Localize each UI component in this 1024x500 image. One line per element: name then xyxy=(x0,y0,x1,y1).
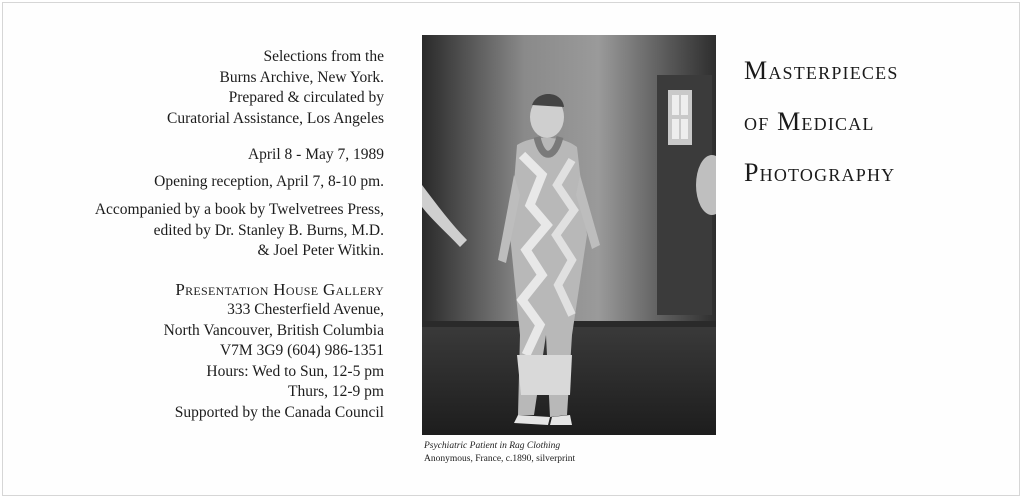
dates-block xyxy=(4,145,384,166)
gallery-name: Presentation House Gallery xyxy=(175,279,384,299)
exhibition-dates: April 8 - May 7, 1989 xyxy=(247,146,384,163)
support-line: Supported by the Canada Council xyxy=(174,403,384,421)
photograph-illustration xyxy=(422,35,716,435)
photo-caption xyxy=(424,440,575,466)
intro-block xyxy=(4,47,384,129)
exhibition-card xyxy=(2,2,1020,496)
title-line: Photography xyxy=(744,158,896,187)
intro-line: Prepared & circulated by xyxy=(228,89,384,106)
intro-line: Burns Archive, New York. xyxy=(219,68,384,86)
address-line: 333 Chesterfield Avenue, xyxy=(227,301,384,318)
intro-line: Selections from the xyxy=(263,48,384,65)
gallery-block xyxy=(4,280,384,424)
opening-reception: Opening reception, April 7, 8-10 pm. xyxy=(154,172,384,190)
address-line: V7M 3G9 (604) 986-1351 xyxy=(219,342,384,359)
book-line: & Joel Peter Witkin. xyxy=(257,242,384,259)
intro-line: Curatorial Assistance, Los Angeles xyxy=(167,109,384,127)
patient-photograph xyxy=(422,35,716,435)
caption-credit: Anonymous, France, c.1890, silverprint xyxy=(424,454,576,464)
hours-line: Hours: Wed to Sun, 12-5 pm xyxy=(206,362,384,380)
exhibition-title xyxy=(744,45,899,198)
title-line: of Medical xyxy=(744,107,875,136)
hours-line: Thurs, 12-9 pm xyxy=(287,383,384,400)
book-block xyxy=(4,200,384,262)
exhibition-info xyxy=(4,47,384,434)
book-line: edited by Dr. Stanley B. Burns, M.D. xyxy=(153,221,384,239)
book-line: Accompanied by a book by Twelvetrees Press, xyxy=(94,201,384,218)
title-line: Masterpieces xyxy=(744,56,899,85)
caption-title: Psychiatric Patient in Rag Clothing xyxy=(424,441,561,451)
address-line: North Vancouver, British Columbia xyxy=(163,321,384,339)
reception-block xyxy=(4,172,384,193)
